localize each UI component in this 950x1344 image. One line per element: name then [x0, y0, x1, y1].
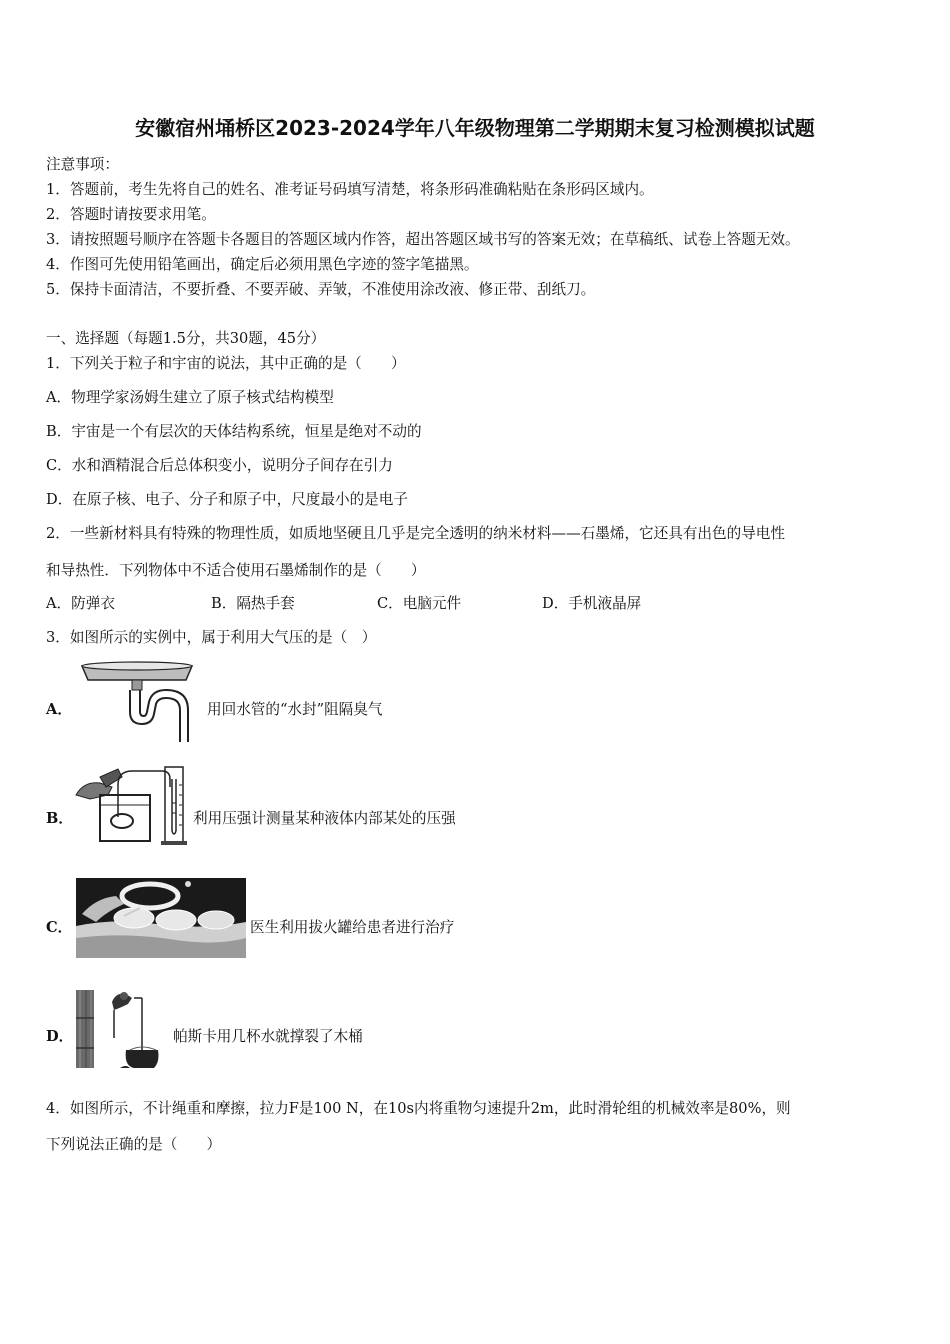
q3-option-c-letter: C． [46, 919, 73, 936]
q1-option-a: A．物理学家汤姆生建立了原子核式结构模型 [46, 389, 334, 406]
q2-option-c: C．电脑元件 [377, 595, 462, 612]
notice-item-4: 4．作图可先使用铅笔画出，确定后必须用黑色字迹的签字笔描黑。 [46, 256, 479, 273]
q2-options [46, 592, 641, 613]
section-heading: 一、选择题（每题1.5分，共30题，45分） [46, 330, 326, 347]
q3-option-a-letter: A． [46, 701, 72, 718]
q3-option-d-letter: D． [46, 1028, 74, 1045]
q1-option-c: C．水和酒精混合后总体积变小，说明分子间存在引力 [46, 457, 393, 474]
q4-stem-line2: 下列说法正确的是（ ） [46, 1136, 222, 1153]
q3-option-b-letter: B． [46, 810, 73, 827]
q2-stem-line2: 和导热性．下列物体中不适合使用石墨烯制作的是（ ） [46, 562, 426, 579]
q2-option-a: A．防弹衣 [46, 595, 115, 612]
q1-option-b: B．宇宙是一个有层次的天体结构系统，恒星是绝对不动的 [46, 423, 422, 440]
pascal-barrel-illustration [76, 988, 166, 1070]
notice-item-2: 2．答题时请按要求用笔。 [46, 206, 216, 223]
notice-heading: 注意事项： [46, 156, 119, 173]
sink-trap-illustration [78, 660, 196, 744]
notice-item-3: 3．请按照题号顺序在答题卡各题目的答题区域内作答，超出答题区域书写的答案无效；在草稿纸、试卷上答题无效。 [46, 231, 800, 248]
cupping-therapy-photo [76, 878, 246, 958]
notice-item-5: 5．保持卡面清洁，不要折叠、不要弄破、弄皱，不准使用涂改液、修正带、刮纸刀。 [46, 281, 596, 298]
pressure-gauge-illustration [72, 765, 190, 847]
q4-stem-line1: 4．如图所示，不计绳重和摩擦，拉力F是100 N，在10s内将重物匀速提升2m，此时滑轮组的机械效率是80%，则 [46, 1100, 791, 1117]
notice-item-1: 1．答题前，考生先将自己的姓名、准考证号码填写清楚，将条形码准确粘贴在条形码区域内。 [46, 181, 654, 198]
q1-option-d: D．在原子核、电子、分子和原子中，尺度最小的是电子 [46, 491, 408, 508]
q3-stem: 3．如图所示的实例中，属于利用大气压的是（ ） [46, 629, 377, 646]
q3-option-b-text: 利用压强计测量某种液体内部某处的压强 [193, 810, 456, 827]
q3-option-d-text: 帕斯卡用几杯水就撑裂了木桶 [173, 1028, 363, 1045]
q2-option-b: B．隔热手套 [211, 595, 295, 612]
q2-stem-line1: 2．一些新材料具有特殊的物理性质，如质地坚硬且几乎是完全透明的纳米材料——石墨烯，它还具有出色的导电性 [46, 525, 785, 542]
q1-stem: 1．下列关于粒子和宇宙的说法，其中正确的是（ ） [46, 355, 406, 372]
q3-option-a-text: 用回水管的“水封”阻隔臭气 [207, 701, 383, 718]
q3-option-c-text: 医生利用拔火罐给患者进行治疗 [250, 919, 455, 936]
page-title: 安徽宿州埇桥区2023-2024学年八年级物理第二学期期末复习检测模拟试题 [135, 116, 815, 140]
q2-option-d: D．手机液晶屏 [542, 595, 642, 612]
